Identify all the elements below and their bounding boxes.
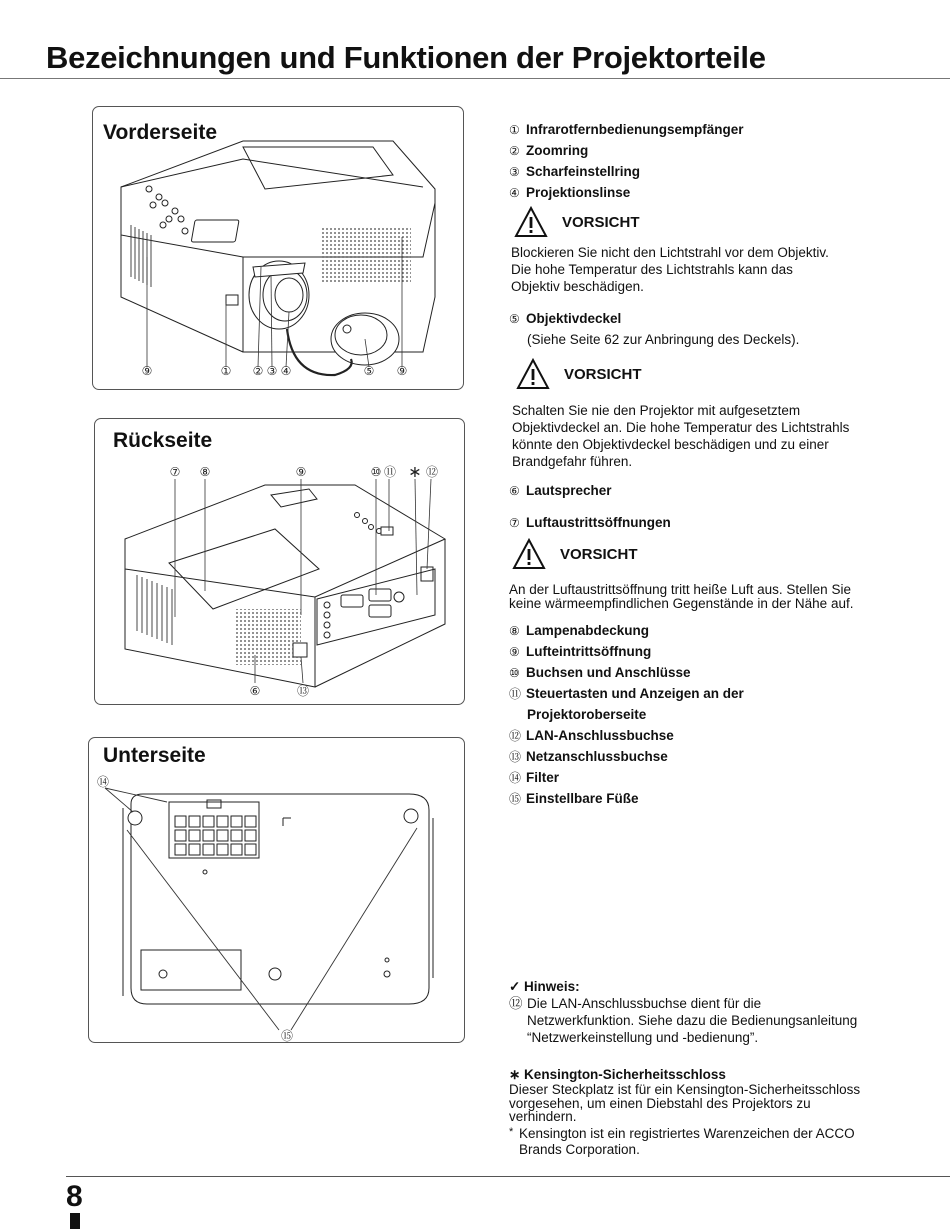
caution-label: VORSICHT: [560, 545, 638, 563]
caution-label: VORSICHT: [564, 365, 642, 383]
caution-text: Schalten Sie nie den Projektor mit aufgesetztem Objektivdeckel an. Die hohe Temperatur des Lichtstrahls könnte den Objektivdeckel beschädigen und zu einer Brandgefahr führen.: [512, 403, 850, 469]
note-number: ⑫: [509, 996, 523, 1011]
rear-view-panel: [94, 418, 465, 705]
front-view-title: Vorderseite: [103, 121, 217, 144]
list-item: ⑬ Netzanschlussbuchse: [509, 749, 668, 764]
front-callout-9a: ⑨: [141, 364, 153, 378]
kensington-text: Dieser Steckplatz ist für ein Kensington-Sicherheitsschloss vorgesehen, um einen Diebstahl des Projektors zu verhindern.: [509, 1082, 861, 1124]
front-callout-3: ③: [266, 364, 278, 378]
list-item: ⑤ Objektivdeckel: [509, 311, 622, 326]
bottom-callout-14: ⑭: [96, 775, 110, 789]
footnote-star: *: [509, 1126, 514, 1138]
list-item: ⑦ Luftaustrittsöffnungen: [509, 515, 671, 530]
rear-projector-illustration: [95, 419, 465, 705]
page-marker: [70, 1213, 80, 1229]
kensington-title: ∗ Kensington-Sicherheitsschloss: [509, 1067, 726, 1082]
page-number: 8: [66, 1180, 83, 1213]
front-callout-9b: ⑨: [396, 364, 408, 378]
note-title: ✓ Hinweis:: [509, 979, 580, 994]
list-item: ③ Scharfeinstellring: [509, 164, 641, 179]
warning-icon: [512, 538, 546, 570]
bottom-projector-illustration: [89, 738, 465, 1043]
front-projector-illustration: [93, 107, 464, 390]
rear-callout-12: ⑫: [425, 465, 439, 479]
list-item: ② Zoomring: [509, 143, 589, 158]
caution-text: An der Luftaustrittsöffnung tritt heiße Luft aus. Stellen Sie keine wärmeempfindlichen Gegenstände in der Nähe auf.: [509, 582, 854, 611]
warning-icon: [514, 206, 548, 238]
list-item: ⑭ Filter: [509, 770, 560, 785]
list-item: ④ Projektionslinse: [509, 185, 631, 200]
front-callout-2: ②: [252, 364, 264, 378]
bottom-callout-15: ⑮: [280, 1029, 294, 1043]
rear-callout-8: ⑧: [199, 465, 211, 479]
front-callout-1: ①: [220, 364, 232, 378]
list-item: ⑥ Lautsprecher: [509, 483, 612, 498]
list-item: ⑨ Lufteintrittsöffnung: [509, 644, 652, 659]
rear-callout-13: ⑬: [296, 684, 310, 698]
rear-view-title: Rückseite: [113, 429, 213, 452]
rear-callout-9: ⑨: [295, 465, 307, 479]
list-item-continuation: Projektoroberseite: [527, 707, 647, 722]
list-item: ⑩ Buchsen und Anschlüsse: [509, 665, 691, 680]
list-item: ⑪ Steuertasten und Anzeigen an der: [509, 686, 744, 701]
note-text: Die LAN-Anschlussbuchse dient für die Netzwerkfunktion. Siehe dazu die Bedienungsanleitung “Netzwerkeinstellung und -bedienung”.: [527, 996, 858, 1045]
list-item: ⑫ LAN-Anschlussbuchse: [509, 728, 674, 743]
list-item: ① Infrarotfernbedienungsempfänger: [509, 122, 744, 137]
rear-callout-star: ∗: [408, 462, 422, 481]
rear-callout-7: ⑦: [169, 465, 181, 479]
page-title: Bezeichnungen und Funktionen der Projektorteile: [46, 40, 766, 75]
front-callout-4: ④: [280, 364, 292, 378]
front-view-panel: [92, 106, 464, 390]
list-item: ⑮ Einstellbare Füße: [509, 791, 639, 806]
title-divider: [0, 78, 950, 79]
caution-block: [514, 206, 640, 238]
list-item-note: (Siehe Seite 62 zur Anbringung des Deckels).: [527, 332, 800, 347]
caution-label: VORSICHT: [562, 213, 640, 231]
rear-callout-6: ⑥: [249, 684, 261, 698]
kensington-footnote: Kensington ist ein registriertes Warenzeichen der ACCO Brands Corporation.: [519, 1126, 855, 1157]
list-item: ⑧ Lampenabdeckung: [509, 623, 650, 638]
caution-block: [516, 358, 642, 390]
warning-icon: [516, 358, 550, 390]
front-callout-5: ⑤: [363, 364, 375, 378]
caution-text: Blockieren Sie nicht den Lichtstrahl vor dem Objektiv. Die hohe Temperatur des Lichtstrahls kann das Objektiv beschädigen.: [511, 245, 829, 294]
rear-callout-11: ⑪: [383, 465, 397, 479]
footer-divider: [66, 1176, 950, 1177]
bottom-view-title: Unterseite: [103, 744, 206, 767]
rear-callout-10: ⑩: [370, 465, 382, 479]
bottom-view-panel: [88, 737, 465, 1043]
caution-block: [512, 538, 638, 570]
